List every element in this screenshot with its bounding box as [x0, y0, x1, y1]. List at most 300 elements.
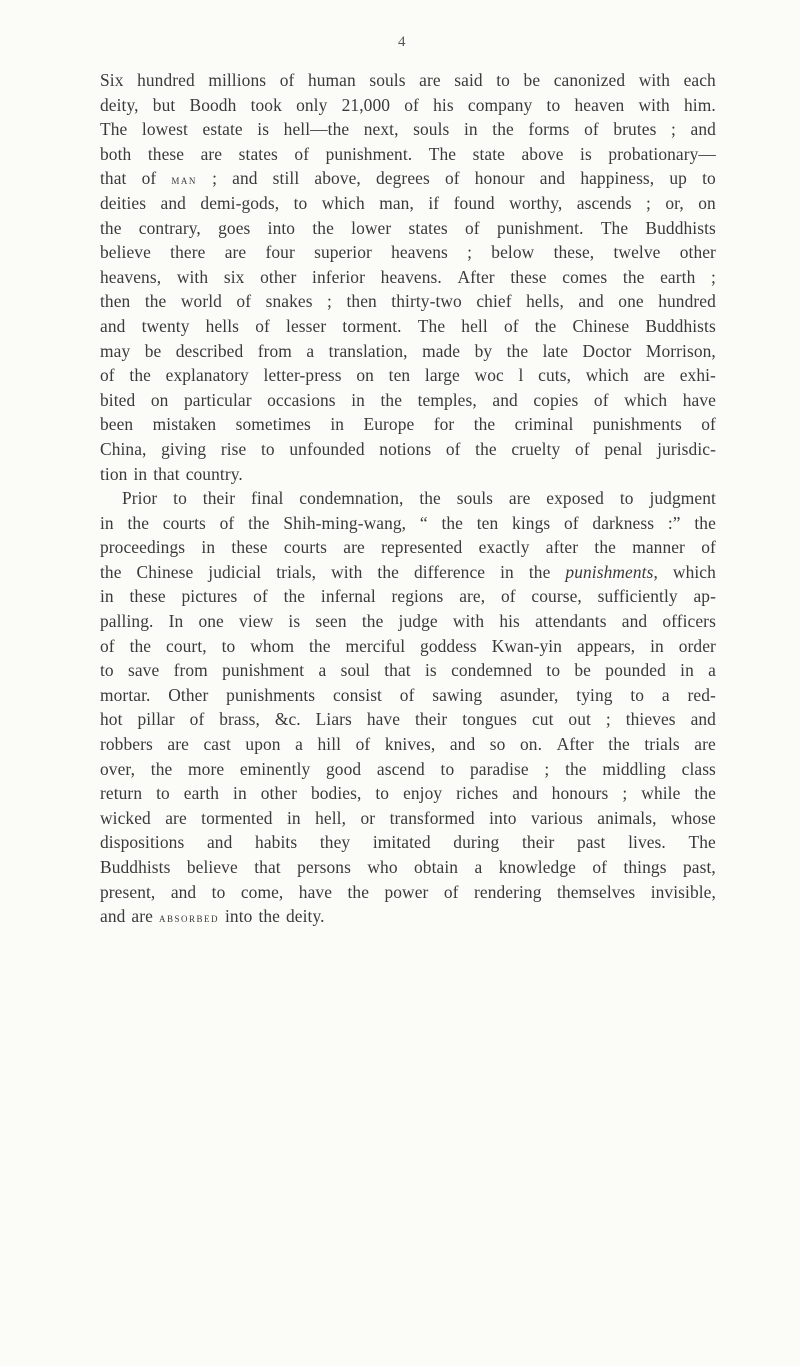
word: proceedings [100, 537, 186, 558]
word: lowest [141, 119, 188, 140]
word: knives, [384, 734, 436, 755]
word: on. [519, 734, 543, 755]
word: the [565, 758, 587, 779]
text-line [100, 511, 716, 536]
word: transformed [389, 807, 475, 828]
text-line [100, 584, 716, 609]
word: eminently [239, 758, 311, 779]
word: their [521, 832, 555, 853]
word: hundred [658, 291, 716, 312]
word: of [189, 709, 205, 730]
word: found [453, 192, 495, 213]
word: infernal [320, 586, 376, 607]
word: in [351, 389, 365, 410]
word: into [489, 807, 517, 828]
text-line [100, 339, 716, 364]
word: made [422, 340, 461, 361]
body-text [100, 68, 716, 929]
text-line [100, 191, 716, 216]
word: states [408, 217, 448, 238]
word: of [100, 635, 115, 656]
word: dispositions [100, 832, 185, 853]
word: darkness [592, 512, 655, 533]
word: court, [166, 635, 207, 656]
text-line [100, 880, 716, 905]
word: imitated [372, 832, 431, 853]
word: The [688, 832, 716, 853]
word: criminal [514, 414, 574, 435]
word: deities [100, 192, 147, 213]
word: of [701, 537, 716, 558]
text-line [100, 781, 716, 806]
word: during [453, 832, 500, 853]
word: these [231, 537, 268, 558]
word: of [574, 438, 590, 459]
word: asunder, [499, 684, 559, 705]
word: in [100, 586, 114, 607]
word: are [200, 143, 223, 164]
word: After [457, 266, 495, 287]
word: of [593, 389, 609, 410]
text-line [100, 634, 716, 659]
word: are [694, 734, 716, 755]
word: inferior [312, 266, 365, 287]
word: copies [533, 389, 579, 410]
word: ascend [376, 758, 425, 779]
word: hundred [137, 70, 195, 90]
word: into [267, 217, 296, 238]
word: difference [413, 561, 486, 582]
text-line [100, 68, 716, 93]
word: that [100, 168, 127, 189]
word: if [428, 192, 440, 213]
word: to [100, 660, 114, 681]
word: :” [667, 512, 681, 533]
word: Shih-ming-wang, [283, 512, 407, 533]
text-line [100, 216, 716, 241]
word: present, [100, 881, 156, 902]
word: said [454, 70, 483, 90]
word: Buddhists [645, 217, 716, 238]
word: degrees [376, 168, 430, 189]
word: from [173, 660, 208, 681]
word: other [260, 783, 297, 804]
word: and [690, 709, 716, 730]
word: come, [240, 881, 284, 902]
word: other [679, 242, 716, 263]
word: in [650, 635, 664, 656]
word: torment. [342, 315, 402, 336]
word: probationary— [608, 143, 716, 164]
word: Kwan-yin [491, 635, 563, 656]
word: ; [671, 119, 676, 140]
word: but [152, 94, 176, 115]
word: goddess [420, 635, 477, 656]
word: Chinese [136, 561, 194, 582]
word: heavens, [100, 266, 162, 287]
word: and [492, 389, 518, 410]
word: lesser [286, 315, 327, 336]
text-line [100, 658, 716, 683]
word: in [100, 512, 114, 533]
word: from [257, 340, 292, 361]
word: next, [363, 119, 399, 140]
word: more [188, 758, 225, 779]
word: be [523, 70, 541, 90]
word: to [496, 70, 510, 90]
text-line [100, 806, 716, 831]
word: cast [203, 734, 231, 755]
word: estate [202, 119, 243, 140]
word: heavens [391, 242, 448, 263]
word: state [472, 143, 505, 164]
word: which [672, 561, 716, 582]
word: and [578, 291, 604, 312]
word: are [643, 365, 665, 386]
word: hot [100, 709, 123, 730]
word: these [129, 586, 166, 607]
word: the [441, 512, 463, 533]
word: for [433, 414, 455, 435]
word: to [156, 783, 170, 804]
word: described [175, 340, 244, 361]
word: then [346, 291, 377, 312]
word: exposed [546, 488, 604, 509]
word: human [307, 70, 356, 90]
word: thirty-two [391, 291, 462, 312]
word: the [473, 414, 496, 435]
word: particular [183, 389, 252, 410]
word: so [489, 734, 506, 755]
word: souls [369, 70, 406, 90]
word: states [238, 143, 278, 164]
word: l [518, 365, 524, 386]
word: Buddhists [645, 315, 716, 336]
word: giving [161, 438, 207, 459]
word: After [556, 734, 594, 755]
word: have [298, 881, 333, 902]
word: enjoy [403, 783, 443, 804]
word: and [690, 119, 716, 140]
word: in [500, 561, 514, 582]
word: are [131, 906, 153, 927]
word: took [250, 94, 282, 115]
word: middling [602, 758, 666, 779]
word: worthy, [509, 192, 563, 213]
word: the [144, 291, 167, 312]
word: the [622, 266, 645, 287]
word: mortar. [100, 684, 151, 705]
word: wicked [100, 807, 151, 828]
word: snakes [265, 291, 313, 312]
word: punishment [222, 660, 305, 681]
word: on [150, 389, 169, 410]
word: late [542, 340, 569, 361]
text-line [100, 93, 716, 118]
word: tion [100, 463, 128, 484]
word: view [239, 611, 274, 632]
word: the [248, 512, 270, 533]
word: the [594, 537, 616, 558]
word: been [100, 414, 134, 435]
word: of [236, 291, 252, 312]
text-line [100, 240, 716, 265]
word: a [295, 734, 303, 755]
word: regions [391, 586, 444, 607]
text-line [100, 314, 716, 339]
word: each [683, 70, 716, 90]
word: ; [467, 242, 473, 263]
word: Chinese [572, 315, 630, 336]
word: still [272, 168, 300, 189]
word: sawing [432, 684, 483, 705]
word: the [528, 561, 551, 582]
word: soul [340, 660, 370, 681]
word: absorbed [158, 910, 219, 926]
word: is [580, 143, 592, 164]
word: sufficiently [597, 586, 678, 607]
word: the [150, 758, 173, 779]
word: into [224, 906, 253, 927]
word: of [255, 315, 270, 336]
word: persons [297, 857, 351, 877]
word: consist [332, 684, 382, 705]
word: to [546, 660, 561, 681]
word: animals, [597, 807, 657, 828]
word: pictures [181, 586, 238, 607]
word: only [296, 94, 328, 115]
word: manner [632, 537, 685, 558]
word: while [641, 783, 681, 804]
word: is [424, 660, 437, 681]
word: The [100, 119, 128, 140]
word: to [221, 635, 236, 656]
word: hill [317, 734, 342, 755]
word: Liars [315, 709, 352, 730]
word: company [467, 94, 533, 115]
word: with [638, 94, 670, 115]
word: man [171, 172, 197, 188]
text-line [100, 830, 716, 855]
word: whose [670, 807, 716, 828]
text-line [100, 437, 716, 462]
word: of [443, 881, 459, 902]
word: lives. [628, 832, 666, 853]
word: exhi- [679, 365, 716, 386]
word: that [384, 660, 411, 681]
word: one [618, 291, 644, 312]
word: to [546, 94, 561, 115]
word: of [445, 438, 461, 459]
word: return [100, 783, 143, 804]
text-line [100, 609, 716, 634]
text-line [100, 142, 716, 167]
word: in [233, 783, 247, 804]
word: heavens. [380, 266, 442, 287]
word: above, [314, 168, 361, 189]
word: condemned [451, 660, 533, 681]
word: deity, [100, 94, 139, 115]
word: are [508, 488, 531, 509]
word: hell, [315, 807, 347, 828]
word: and [160, 192, 186, 213]
word: unfounded [289, 438, 365, 459]
word: of [404, 94, 419, 115]
word: heaven [574, 94, 625, 115]
word: thieves [625, 709, 676, 730]
word: palling. [100, 611, 154, 632]
word: which [624, 389, 668, 410]
word: the [361, 611, 384, 632]
text-line [100, 289, 716, 314]
word: The [428, 143, 457, 164]
word: a [708, 660, 716, 681]
word: explanatory [165, 365, 249, 386]
word: believe [186, 857, 238, 877]
word: happiness, [580, 168, 655, 189]
word: contrary, [138, 217, 201, 238]
word: upon [245, 734, 281, 755]
word: &c. [274, 709, 301, 730]
word: large [424, 365, 460, 386]
word: comes [562, 266, 608, 287]
word: of [563, 512, 579, 533]
word: these, [553, 242, 595, 263]
word: past, [682, 857, 716, 877]
word: courts [283, 537, 327, 558]
word: woc [474, 365, 504, 386]
word: millions [208, 70, 267, 90]
word: the [694, 512, 716, 533]
word: the [534, 315, 557, 336]
word: China, [100, 438, 147, 459]
word: and [170, 881, 197, 902]
word: man, [379, 192, 414, 213]
word: brutes [613, 119, 657, 140]
word: a [318, 660, 327, 681]
word: or [360, 807, 376, 828]
word: with [638, 70, 671, 90]
word: are [167, 734, 189, 755]
word: of [279, 70, 295, 90]
word: in [463, 119, 478, 140]
word: kings [512, 512, 551, 533]
word: of [592, 857, 608, 877]
word: him. [684, 94, 716, 115]
word: obtain [414, 857, 459, 877]
word: judicial [208, 561, 262, 582]
word: to [260, 438, 275, 459]
text-line [100, 560, 716, 585]
word: cruelty [511, 438, 561, 459]
word: earth [660, 266, 696, 287]
word: pounded [605, 660, 666, 681]
text-line [100, 855, 716, 880]
word: the [608, 734, 630, 755]
word: and [512, 783, 538, 804]
word: over, [100, 758, 136, 779]
word: paradise [469, 758, 529, 779]
word: have [366, 709, 401, 730]
word: be [144, 340, 162, 361]
paragraph [100, 68, 716, 486]
word: below [491, 242, 535, 263]
word: tongues [462, 709, 518, 730]
word: in [680, 660, 694, 681]
word: knowledge [498, 857, 576, 877]
word: lower [351, 217, 392, 238]
word: ap- [693, 586, 716, 607]
word: sometimes [235, 414, 311, 435]
word: and [206, 832, 233, 853]
word: brass, [219, 709, 260, 730]
word: the [694, 783, 716, 804]
word: penal [604, 438, 643, 459]
word: ; [212, 168, 217, 189]
word: courts [162, 512, 206, 533]
word: order [678, 635, 716, 656]
word: ; [711, 266, 716, 287]
word: hell—the [283, 119, 350, 140]
word: bited [100, 389, 136, 410]
word: themselves [556, 881, 636, 902]
word: tormented [201, 807, 273, 828]
word: letter-press [263, 365, 342, 386]
word: jurisdic- [657, 438, 716, 459]
word: one [198, 611, 224, 632]
word: Boodh [189, 94, 237, 115]
word: hell [461, 315, 488, 336]
word: punishment. [496, 217, 584, 238]
word: and [100, 906, 126, 927]
word: translation, [328, 340, 408, 361]
word: are, [459, 586, 486, 607]
word: appears, [576, 635, 636, 656]
text-line [100, 412, 716, 437]
text-line [100, 166, 716, 191]
text-line [100, 707, 716, 732]
word: of [584, 119, 599, 140]
word: with [452, 611, 485, 632]
word: souls [413, 119, 450, 140]
word: mistaken [152, 414, 217, 435]
text-line [100, 732, 716, 757]
word: seen [315, 611, 347, 632]
word: rendering [473, 881, 542, 902]
word: power [384, 881, 429, 902]
word: his [499, 611, 520, 632]
word: earth [183, 783, 220, 804]
word: of [500, 586, 516, 607]
word: punishments, [565, 561, 658, 582]
word: of [444, 168, 460, 189]
word: honour [474, 168, 525, 189]
text-line [100, 757, 716, 782]
word: a [306, 340, 315, 361]
word: twelve [613, 242, 661, 263]
word: temples, [417, 389, 477, 410]
word: tying [576, 684, 613, 705]
word: souls [456, 488, 493, 509]
word: are [343, 537, 365, 558]
word: of [100, 365, 115, 386]
text-line [100, 486, 716, 511]
word: habits [255, 832, 298, 853]
word: represented [381, 537, 463, 558]
word: ten [476, 512, 499, 533]
word: and [539, 168, 566, 189]
word: out [568, 709, 591, 730]
